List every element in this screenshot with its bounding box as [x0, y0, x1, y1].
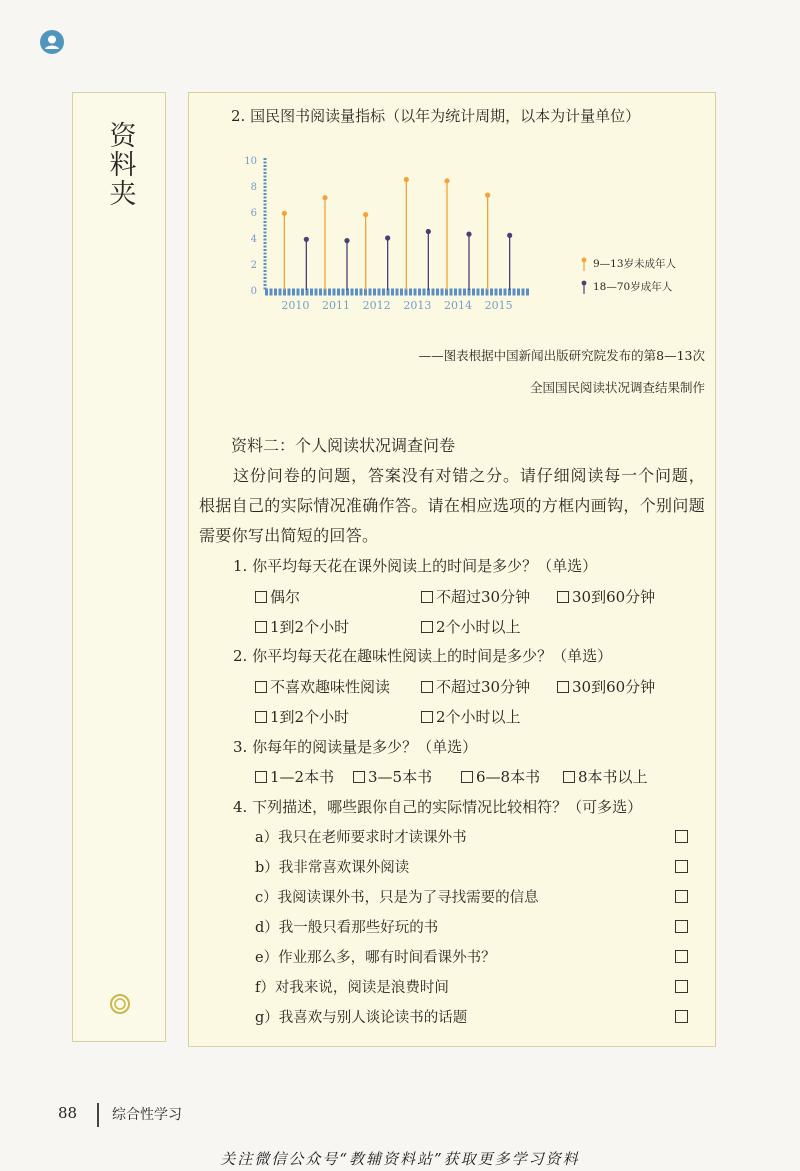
- legend-adults: [581, 279, 672, 294]
- checkbox[interactable]: [675, 890, 688, 903]
- spiral-ornament-icon: [109, 993, 131, 1015]
- y-tick-label: 0: [250, 286, 257, 297]
- q4-statement: b）我非常喜欢课外阅读: [255, 860, 410, 876]
- watermark-text: 关注微信公众号“教辅资料站”获取更多学习资料: [220, 1150, 580, 1168]
- y-tick-label: 2: [250, 260, 257, 271]
- checkbox[interactable]: [675, 980, 688, 993]
- adults-point: [426, 229, 431, 234]
- x-tick-label: 2012: [362, 299, 391, 312]
- minors-point: [444, 178, 449, 183]
- q4-statement: f）对我来说，阅读是浪费时间: [255, 980, 449, 996]
- q4-statement: e）作业那么多，哪有时间看课外书？: [255, 950, 496, 966]
- checkbox[interactable]: [557, 681, 569, 693]
- minors-point: [363, 212, 368, 217]
- legend-adults-label: 18—70岁成年人: [593, 281, 673, 293]
- y-tick-label: 4: [250, 234, 257, 245]
- minors-point: [282, 211, 287, 216]
- checkbox[interactable]: [563, 771, 575, 783]
- q3-option[interactable]: 6—8本书: [461, 766, 540, 787]
- checkbox[interactable]: [421, 591, 433, 603]
- checkbox[interactable]: [255, 591, 267, 603]
- legend-minors-label: 9—13岁未成年人: [593, 258, 677, 270]
- q1-option[interactable]: 2个小时以上: [421, 616, 521, 637]
- q2-option[interactable]: 不超过30分钟: [421, 676, 530, 697]
- question-4: 4. 下列描述，哪些跟你自己的实际情况比较相符？（可多选）: [233, 798, 643, 816]
- checkbox[interactable]: [255, 621, 267, 633]
- footer-divider: [97, 1103, 99, 1127]
- adults-point: [466, 232, 471, 237]
- q3-option[interactable]: 8本书以上: [563, 766, 648, 787]
- section-name: 综合性学习: [112, 1107, 182, 1123]
- q2-option[interactable]: 不喜欢趣味性阅读: [255, 676, 390, 697]
- legend-adults-marker: [581, 280, 587, 294]
- q4-statement: d）我一般只看那些好玩的书: [255, 920, 439, 936]
- x-tick-label: 2011: [322, 299, 350, 312]
- checkbox[interactable]: [675, 830, 688, 843]
- checkbox[interactable]: [557, 591, 569, 603]
- side-panel: [72, 92, 166, 1042]
- reading-volume-chart: [229, 145, 529, 320]
- checkbox[interactable]: [675, 920, 688, 933]
- chart-source-line-1: ——图表根据中国新闻出版研究院发布的第8—13次: [418, 348, 705, 363]
- checkbox[interactable]: [675, 1010, 688, 1023]
- q2-option[interactable]: 30到60分钟: [557, 676, 655, 697]
- adults-point: [304, 237, 309, 242]
- questionnaire-intro: 这份问卷的问题，答案没有对错之分。请仔细阅读每一个问题，根据自己的实际情况准确作答。请在相应选项的方框内画钩，个别问题需要你写出简短的回答。: [199, 466, 705, 545]
- checkbox[interactable]: [255, 771, 267, 783]
- minors-point: [485, 193, 490, 198]
- minors-point: [404, 177, 409, 182]
- q3-option[interactable]: 3—5本书: [353, 766, 432, 787]
- x-tick-label: 2013: [403, 299, 432, 312]
- page-number: 88: [58, 1104, 78, 1122]
- chart-heading: 2. 国民图书阅读量指标（以年为统计周期，以本为计量单位）: [231, 107, 641, 125]
- y-tick-label: 8: [250, 182, 257, 193]
- legend-minors: [581, 256, 676, 271]
- questionnaire-title: 资料二：个人阅读状况调查问卷: [231, 436, 456, 455]
- x-tick-label: 2015: [484, 299, 513, 312]
- question-2: 2. 你平均每天花在趣味性阅读上的时间是多少？（单选）: [233, 647, 613, 665]
- side-panel-title: 资料夹: [104, 121, 136, 208]
- q2-option[interactable]: 2个小时以上: [421, 706, 521, 727]
- q1-option[interactable]: 1到2个小时: [255, 616, 349, 637]
- chart-source-line-2: 全国国民阅读状况调查结果制作: [529, 380, 705, 395]
- checkbox[interactable]: [421, 621, 433, 633]
- q4-statement: g）我喜欢与别人谈论读书的话题: [255, 1010, 468, 1026]
- x-tick-label: 2010: [281, 299, 310, 312]
- checkbox[interactable]: [461, 771, 473, 783]
- question-1: 1. 你平均每天花在课外阅读上的时间是多少？（单选）: [233, 557, 598, 575]
- checkbox[interactable]: [675, 860, 688, 873]
- checkbox[interactable]: [255, 711, 267, 723]
- checkbox[interactable]: [421, 681, 433, 693]
- y-tick-label: 6: [250, 208, 257, 219]
- q1-option[interactable]: 不超过30分钟: [421, 586, 530, 607]
- y-tick-label: 10: [244, 156, 257, 167]
- q3-option[interactable]: 1—2本书: [255, 766, 334, 787]
- x-tick-label: 2014: [444, 299, 472, 312]
- checkbox[interactable]: [255, 681, 267, 693]
- main-content-card: [188, 92, 716, 1047]
- user-avatar-icon[interactable]: [40, 30, 64, 54]
- q1-option[interactable]: 30到60分钟: [557, 586, 655, 607]
- q4-statement: c）我阅读课外书，只是为了寻找需要的信息: [255, 890, 539, 906]
- adults-point: [385, 235, 390, 240]
- q1-option[interactable]: 偶尔: [255, 586, 300, 607]
- q4-statement: a）我只在老师要求时才读课外书: [255, 830, 467, 846]
- adults-point: [344, 238, 349, 243]
- legend-minors-marker: [581, 257, 587, 271]
- question-3: 3. 你每年的阅读量是多少？（单选）: [233, 738, 478, 756]
- checkbox[interactable]: [353, 771, 365, 783]
- checkbox[interactable]: [421, 711, 433, 723]
- minors-point: [322, 195, 327, 200]
- q2-option[interactable]: 1到2个小时: [255, 706, 349, 727]
- adults-point: [507, 233, 512, 238]
- checkbox[interactable]: [675, 950, 688, 963]
